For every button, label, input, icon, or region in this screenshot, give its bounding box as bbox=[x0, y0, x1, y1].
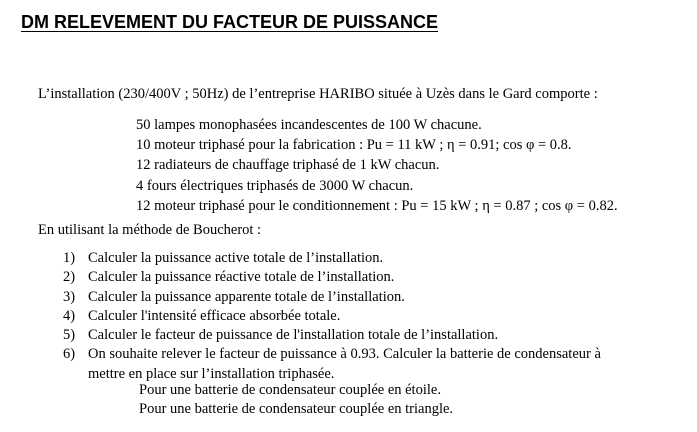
question-continuation-text: mettre en place sur l’installation triphasée. bbox=[88, 365, 335, 382]
question-number: 2) bbox=[63, 269, 76, 286]
question-number: 4) bbox=[63, 307, 76, 324]
method-heading: En utilisant la méthode de Boucherot : bbox=[38, 222, 262, 238]
question-item bbox=[63, 288, 601, 307]
question-text: On souhaite relever le facteur de puissance à 0.93. Calculer la batterie de condensateur à bbox=[88, 346, 601, 363]
question-text: Calculer la puissance active totale de l’installation. bbox=[88, 250, 384, 266]
question-item bbox=[63, 326, 601, 345]
question-item bbox=[63, 345, 601, 364]
document-title: DM RELEVEMENT DU FACTEUR DE PUISSANCE bbox=[21, 12, 439, 32]
question-item bbox=[63, 249, 601, 268]
equipment-item: 12 radiateurs de chauffage triphasé de 1 kW chacun. bbox=[136, 157, 440, 174]
question-item bbox=[63, 307, 601, 326]
sub-item: Pour une batterie de condensateur couplée en étoile. bbox=[139, 382, 441, 398]
question-number: 3) bbox=[63, 288, 76, 305]
sub-item: Pour une batterie de condensateur couplée en triangle. bbox=[139, 401, 454, 418]
question-number: 5) bbox=[63, 327, 76, 344]
intro-paragraph: L’installation (230/400V ; 50Hz) de l’entreprise HARIBO située à Uzès dans le Gard comporte : bbox=[38, 86, 598, 102]
question-text: Calculer la puissance réactive totale de l’installation. bbox=[88, 269, 395, 286]
question-number: 1) bbox=[63, 250, 76, 266]
equipment-item: 50 lampes monophasées incandescentes de 100 W chacune. bbox=[136, 117, 482, 133]
equipment-item: 10 moteur triphasé pour la fabrication : Pu = 11 kW ; η = 0.91; cos φ = 0.8. bbox=[136, 137, 572, 154]
question-text: Calculer le facteur de puissance de l'installation totale de l’installation. bbox=[88, 327, 499, 344]
equipment-list bbox=[136, 115, 618, 216]
question-item bbox=[63, 268, 601, 287]
equipment-item: 4 fours électriques triphasés de 3000 W chacun. bbox=[136, 177, 414, 194]
equipment-item: 12 moteur triphasé pour le conditionnement : Pu = 15 kW ; η = 0.87 ; cos φ = 0.82. bbox=[136, 197, 618, 214]
sub-item-list bbox=[139, 381, 453, 420]
question-list bbox=[63, 249, 601, 384]
question-text: Calculer l'intensité efficace absorbée totale. bbox=[88, 307, 341, 324]
question-number: 6) bbox=[63, 346, 76, 363]
question-text: Calculer la puissance apparente totale de l’installation. bbox=[88, 288, 405, 305]
